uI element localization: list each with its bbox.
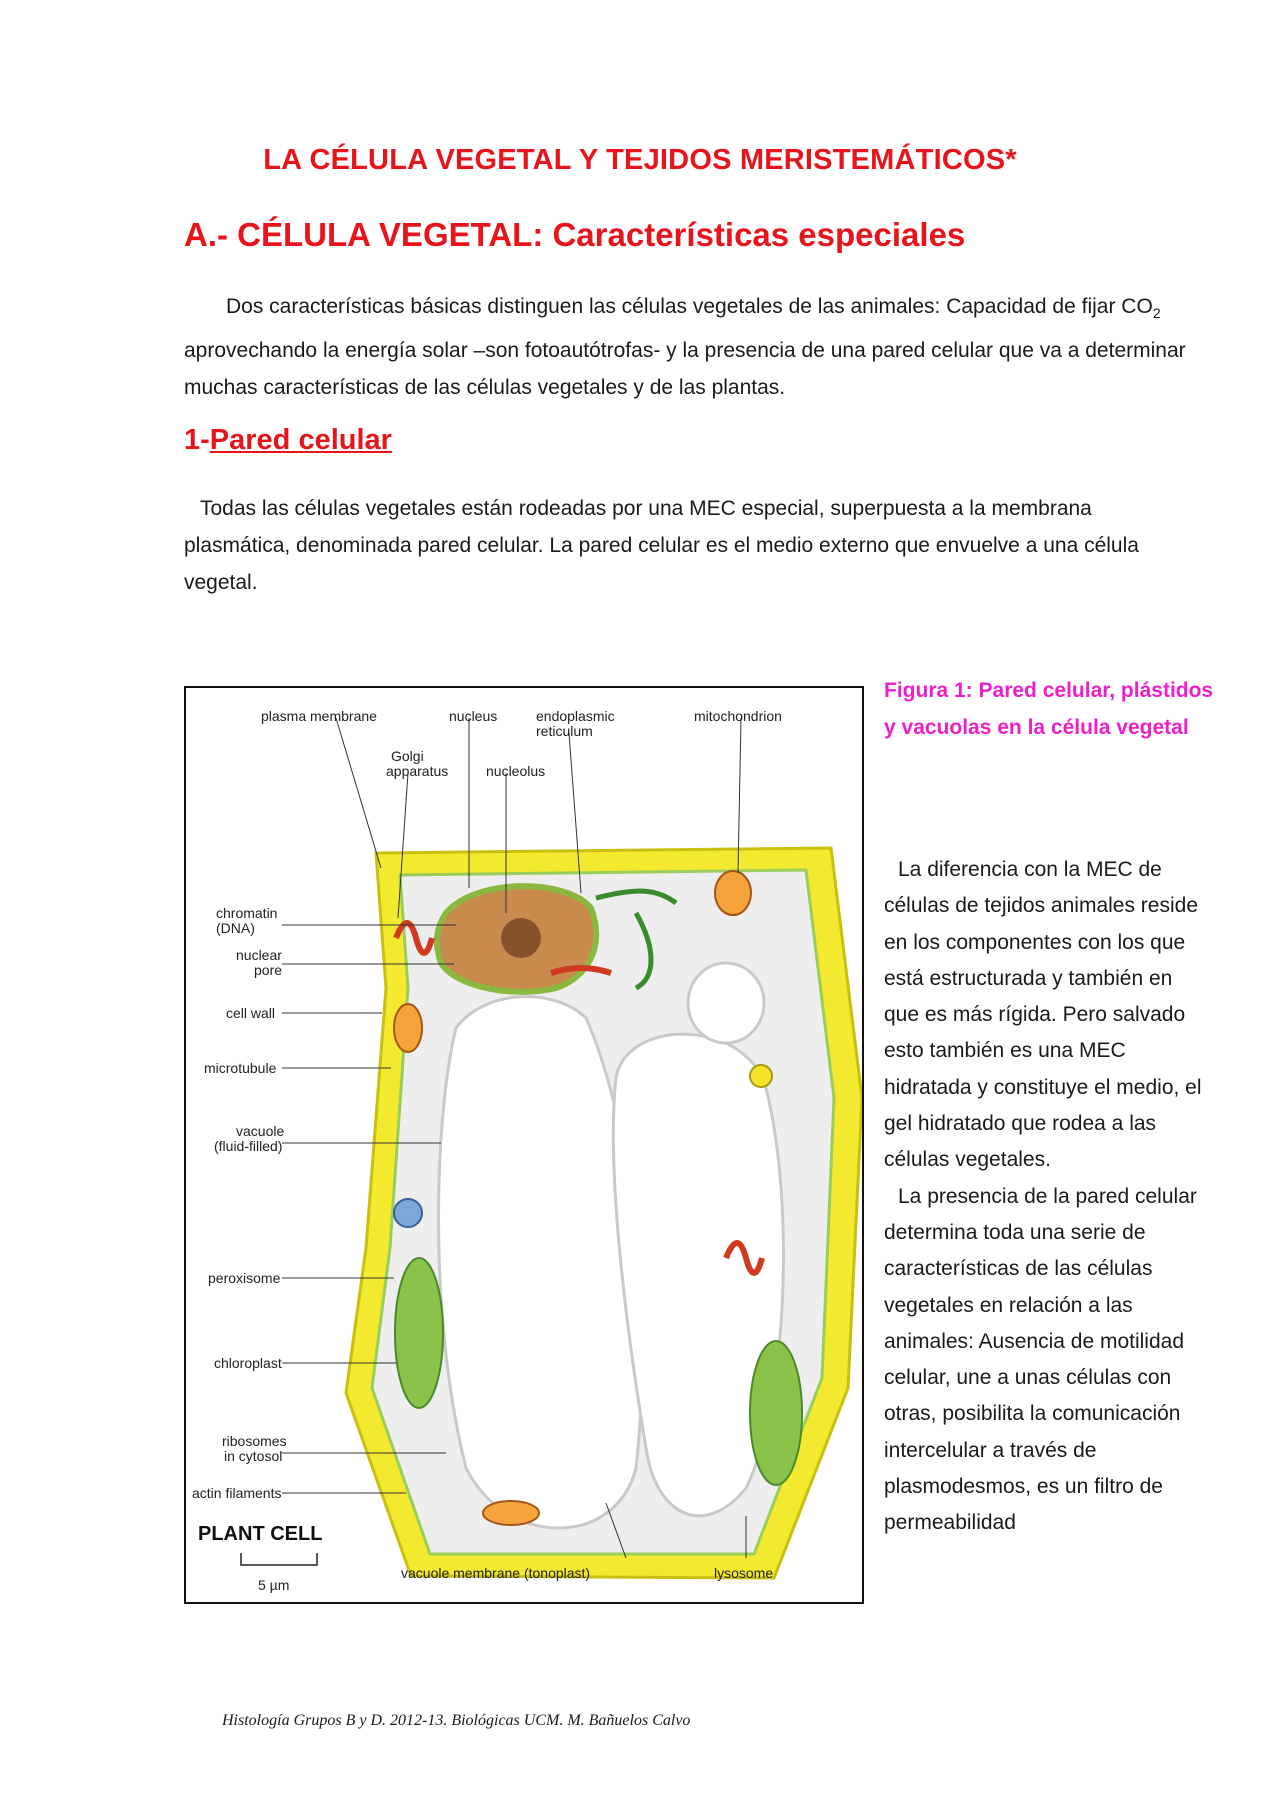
label-plasma-membrane: plasma membrane	[261, 708, 377, 724]
label-tonoplast: vacuole membrane (tonoplast)	[401, 1565, 591, 1581]
mitochondrion-shape	[715, 871, 751, 915]
label-nucleolus: nucleolus	[486, 763, 546, 779]
chloroplast-shape-2	[750, 1341, 802, 1485]
label-er-1: endoplasmic	[536, 708, 615, 724]
subheading-number: 1-	[184, 424, 210, 456]
label-vacuole-2: (fluid-filled)	[214, 1138, 283, 1154]
plant-cell-figure	[184, 686, 864, 1604]
intro-part2: aprovechando la energía solar –son fotoautótrofas- y la presencia de una pared celular que va a determinar muchas características de las células vegetales y de las plantas.	[184, 339, 1186, 400]
label-nucleus: nucleus	[449, 708, 498, 724]
label-mitochondrion: mitochondrion	[694, 708, 782, 724]
side-text	[884, 852, 1204, 1542]
label-lysosome: lysosome	[714, 1565, 774, 1581]
label-pore-2: pore	[254, 962, 283, 978]
page-footer: Histología Grupos B y D. 2012-13. Biológicas UCM. M. Bañuelos Calvo	[222, 1712, 691, 1729]
mitochondrion-shape-3	[483, 1501, 539, 1525]
paragraph-pared-text: Todas las células vegetales están rodeadas por una MEC especial, superpuesta a la membrana plasmática, denominada pared celular. La pared celular es el medio externo que envuelve a una célula vegetal.	[184, 497, 1139, 594]
subheading	[184, 424, 392, 457]
intro-part1: Dos características básicas distinguen las células vegetales de las animales: Capacidad de fijar CO	[226, 295, 1153, 318]
figure-title: PLANT CELL	[198, 1523, 323, 1545]
small-vacuole	[688, 963, 764, 1043]
label-golgi-1: Golgi	[391, 748, 424, 764]
label-vacuole-1: vacuole	[236, 1123, 285, 1139]
label-peroxisome: peroxisome	[208, 1270, 281, 1286]
label-er-2: reticulum	[536, 723, 593, 739]
lysosome-shape	[750, 1065, 772, 1087]
side-paragraph-1: La diferencia con la MEC de células de tejidos animales reside en los componentes con los que está estructurada y también en que es más rígida. Pero salvado esto también es una MEC hidratada y constituye el medio, el gel hidratado que rodea a las células vegetales.	[884, 858, 1202, 1172]
intro-subscript: 2	[1152, 305, 1161, 322]
page-title: LA CÉLULA VEGETAL Y TEJIDOS MERISTEMÁTICOS*	[263, 144, 1017, 176]
scale-label: 5 µm	[258, 1577, 290, 1593]
chloroplast-shape	[395, 1258, 443, 1408]
plant-cell-diagram	[186, 688, 862, 1602]
nucleolus-shape	[501, 918, 541, 958]
subheading-text: Pared celular	[209, 424, 392, 456]
paragraph-pared	[184, 490, 1194, 601]
label-chloroplast: chloroplast	[214, 1355, 282, 1371]
label-golgi-2: apparatus	[386, 763, 449, 779]
side-paragraph-2: La presencia de la pared celular determina toda una serie de características de las células vegetales en relación a las animales: Ausencia de motilidad celular, une a unas células con otras, posibilita la comunicación intercelular a través de plasmodesmos, es un filtro de permeabilidad	[884, 1184, 1197, 1535]
figure-caption: Figura 1: Pared celular, plástidos y vacuolas en la célula vegetal	[884, 679, 1214, 739]
mitochondrion-shape-2	[394, 1004, 422, 1052]
scale-bar	[241, 1553, 317, 1565]
label-microtubule: microtubule	[204, 1060, 277, 1076]
label-chromatin-1: chromatin	[216, 905, 278, 921]
label-ribosomes-1: ribosomes	[222, 1433, 287, 1449]
label-pore-1: nuclear	[236, 947, 282, 963]
section-heading: A.- CÉLULA VEGETAL: Características especiales	[184, 216, 966, 253]
label-chromatin-2: (DNA)	[216, 920, 255, 936]
peroxisome-shape	[394, 1199, 422, 1227]
label-ribosomes-2: in cytosol	[224, 1448, 283, 1464]
label-actin: actin filaments	[192, 1485, 282, 1501]
intro-paragraph	[184, 288, 1194, 406]
label-cell-wall: cell wall	[226, 1005, 276, 1021]
